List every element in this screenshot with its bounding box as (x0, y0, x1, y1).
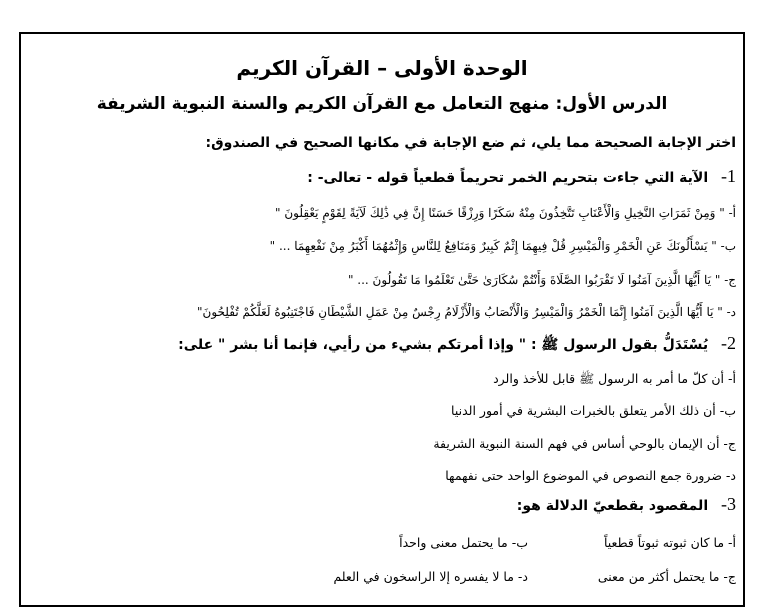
q1-option-d: د- " يَا أَيُّهَا الَّذِينَ آمَنُوا إِنَّمَا الْخَمْرُ وَالْمَيْسِرُ وَالْأَنْصَابُ وَالْأَزْلَامُ رِجْسٌ مِنْ عَمَلِ الشَّيْطَانِ فَاجْتَنِبُوهُ لَعَلَّكُمْ تُفْلِحُونَ" (197, 305, 736, 319)
q1-option-a: أ- " وَمِنْ ثَمَرَاتِ النَّخِيلِ وَالْأَعْنَابِ تَتَّخِذُونَ مِنْهُ سَكَرًا وَرِزْقًا حَسَنًا إِنَّ فِي ذَٰلِكَ لَآيَةً لِقَوْمٍ يَعْقِلُونَ " (275, 206, 736, 220)
q2-option-b: ب- أن ذلك الأمر يتعلق بالخبرات البشرية في أمور الدنيا (451, 403, 736, 418)
worksheet-page (19, 32, 745, 607)
unit-title: الوحدة الأولى – القرآن الكريم (236, 56, 528, 80)
question-text: يُسْتَدَلُّ بقول الرسول ﷺ : " وإذا أمرتكم بشيء من رأيي، فإنما أنا بشر " على: (178, 337, 709, 353)
q2-option-a: أ- أن كلّ ما أمر به الرسول ﷺ قابل للأخذ والرد (493, 371, 736, 386)
q2-option-c: ج- أن الإيمان بالوحي أساس في فهم السنة النبوية الشريفة (433, 436, 736, 451)
q1-option-b: ب- " يَسْأَلُونَكَ عَنِ الْخَمْرِ وَالْمَيْسِرِ قُلْ فِيهِمَا إِثْمٌ كَبِيرٌ وَمَنَافِعُ لِلنَّاسِ وَإِثْمُهُمَا أَكْبَرُ مِنْ نَفْعِهِمَا ... " (269, 239, 736, 253)
question-number: 1- (721, 166, 736, 186)
question-number: 3- (721, 494, 736, 514)
instruction-text: اختر الإجابة الصحيحة مما يلي، ثم ضع الإجابة في مكانها الصحيح في الصندوق: (205, 135, 736, 151)
q3-option-d: د- ما لا يفسره إلا الراسخون في العلم (333, 569, 528, 584)
q2-option-d: د- ضرورة جمع النصوص في الموضوع الواحد حتى نفهمها (445, 468, 736, 483)
lesson-title: الدرس الأول: منهج التعامل مع القرآن الكريم والسنة النبوية الشريفة (96, 94, 668, 114)
question-2 (178, 333, 736, 356)
q3-option-c: ج- ما يحتمل أكثر من معنى (597, 569, 736, 584)
question-number: 2- (721, 333, 736, 353)
question-text: الآية التي جاءت بتحريم الخمر تحريماً قطعياً قوله - تعالى- : (307, 170, 709, 186)
q1-option-c: ج- " يَا أَيُّهَا الَّذِينَ آمَنُوا لَا تَقْرَبُوا الصَّلَاةَ وَأَنْتُمْ سُكَارَىٰ حَتَّىٰ تَعْلَمُوا مَا تَقُولُونَ ... " (347, 273, 736, 287)
question-text: المقصود بقطعيّ الدلالة هو: (516, 498, 709, 514)
q3-option-b: ب- ما يحتمل معنى واحداً (399, 535, 528, 550)
question-1 (307, 166, 736, 187)
q3-option-a: أ- ما كان ثبوته ثبوتاً قطعياً (603, 535, 736, 550)
question-3 (517, 494, 736, 515)
